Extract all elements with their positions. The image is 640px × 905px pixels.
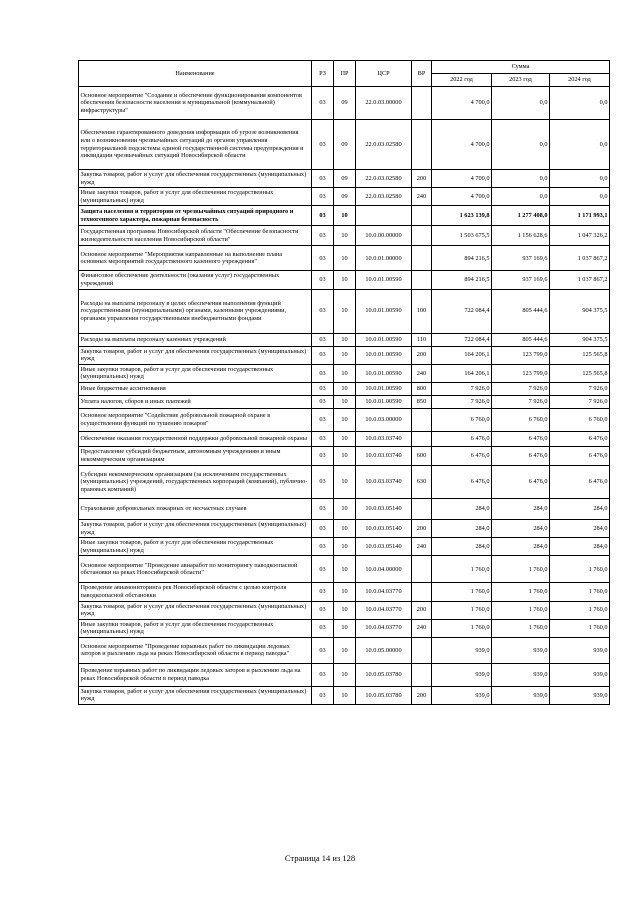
row-rz: 03 [312,556,334,583]
row-sum-2024: 1 760,0 [550,601,610,619]
table-row [79,619,610,637]
table-row [79,519,610,537]
row-pr: 09 [334,87,356,120]
row-rz: 03 [312,120,334,170]
row-pr: 10 [334,395,356,408]
row-rz: 03 [312,246,334,271]
table-row [79,637,610,663]
row-name: Финансовое обеспечение деятельности (оказания услуг) государственных учреждений [79,271,312,289]
table-row [79,583,610,601]
row-vr: 200 [412,346,432,364]
table-row [79,333,610,346]
row-pr: 10 [334,333,356,346]
row-vr: 240 [412,619,432,637]
row-sum-2024: 0,0 [550,170,610,188]
table-row [79,686,610,704]
row-pr: 10 [334,556,356,583]
row-pr: 10 [334,431,356,446]
row-name: Основное мероприятие "Проведение авиаработ по мониторингу паводкоопасной обстановки на реках Новосибирской области" [79,556,312,583]
row-name: Проведение авиамониторинга рек Новосибирской области с целью контроля паводкоопасной обстановки [79,583,312,601]
row-vr [412,583,432,601]
row-sum-2023: 805 444,6 [492,289,550,333]
row-sum-2024: 1 037 867,2 [550,271,610,289]
row-csr: 22.0.03.02580 [356,170,412,188]
table-row [79,226,610,246]
row-sum-2022: 939,0 [432,637,492,663]
row-sum-2024: 284,0 [550,498,610,519]
table-row [79,87,610,120]
row-csr: 10.0.01.00590 [356,289,412,333]
row-csr: 10.0.01.00000 [356,246,412,271]
row-sum-2023: 939,0 [492,637,550,663]
row-name: Расходы на выплаты персоналу в целях обеспечения выполнения функций государственными (муниципальными) органами, казенными учреждениями, органами управления государственными внебюджетными фондами [79,289,312,333]
row-csr [356,206,412,226]
row-vr: 200 [412,170,432,188]
row-sum-2024: 0,0 [550,87,610,120]
row-vr: 800 [412,382,432,395]
row-vr: 200 [412,686,432,704]
row-sum-2022: 1 760,0 [432,619,492,637]
row-pr: 10 [334,583,356,601]
row-sum-2023: 1 760,0 [492,601,550,619]
header-sum: Сумма [432,61,610,74]
row-sum-2023: 7 926,0 [492,382,550,395]
row-sum-2022: 284,0 [432,519,492,537]
row-rz: 03 [312,408,334,431]
row-csr: 10.0.03.03740 [356,465,412,498]
row-csr: 10.0.05.00000 [356,637,412,663]
row-name: Основное мероприятие "Создание и обеспечение функционирования компонентов обеспечения безопасности населения и муниципальной (коммунальной) инфраструктуры" [79,87,312,120]
table-row [79,556,610,583]
row-name: Основное мероприятие "Содействие добровольной пожарной охране в осуществлении функций по тушению пожаров" [79,408,312,431]
row-sum-2022: 4 700,0 [432,188,492,206]
row-sum-2022: 7 926,0 [432,395,492,408]
row-sum-2024: 6 476,0 [550,431,610,446]
row-vr: 200 [412,601,432,619]
row-rz: 03 [312,289,334,333]
row-rz: 03 [312,601,334,619]
row-sum-2022: 1 760,0 [432,583,492,601]
row-sum-2022: 939,0 [432,686,492,704]
row-rz: 03 [312,538,334,556]
row-pr: 10 [334,206,356,226]
row-sum-2023: 6 476,0 [492,446,550,465]
header-year-2022: 2022 год [432,74,492,87]
row-pr: 10 [334,346,356,364]
header-vr: ВР [412,61,432,87]
row-pr: 10 [334,601,356,619]
row-rz: 03 [312,637,334,663]
row-name: Иные бюджетные ассигнования [79,382,312,395]
row-name: Основное мероприятие "Проведение взрывных работ по ликвидации ледовых заторов и рыхлению льда на реках Новосибирской области в период паводка" [79,637,312,663]
row-sum-2024: 939,0 [550,637,610,663]
row-pr: 10 [334,289,356,333]
row-pr: 09 [334,170,356,188]
row-csr: 10.0.01.00590 [356,271,412,289]
table-row [79,601,610,619]
row-rz: 03 [312,446,334,465]
row-csr: 10.0.05.03780 [356,686,412,704]
row-vr: 200 [412,519,432,537]
row-name: Закупка товаров, работ и услуг для обеспечения государственных (муниципальных) нужд [79,686,312,704]
row-name: Обеспечение оказания государственной поддержки добровольной пожарной охраны [79,431,312,446]
row-csr: 10.0.04.03770 [356,601,412,619]
row-pr: 10 [334,446,356,465]
row-sum-2024: 6 476,0 [550,465,610,498]
row-csr: 10.0.04.00000 [356,556,412,583]
row-csr: 10.0.00.00000 [356,226,412,246]
table-row [79,408,610,431]
table-row [79,382,610,395]
header-year-2023: 2023 год [492,74,550,87]
row-name: Обеспечение гарантированного доведения информации об угрозе возникновения или о возникновении чрезвычайных ситуаций до органов управления территориальной подсистемы единой государственной системы предупреждения и ликвидации чрезвычайных ситуаций Новосибирской области [79,120,312,170]
row-pr: 10 [334,686,356,704]
table-row [79,538,610,556]
row-sum-2024: 1 171 993,1 [550,206,610,226]
row-sum-2023: 123 799,0 [492,346,550,364]
row-name: Уплата налогов, сборов и иных платежей [79,395,312,408]
row-rz: 03 [312,498,334,519]
row-vr: 240 [412,188,432,206]
row-sum-2023: 937 169,6 [492,246,550,271]
row-csr: 10.0.03.05140 [356,538,412,556]
row-vr: 240 [412,364,432,382]
row-vr [412,556,432,583]
row-rz: 03 [312,333,334,346]
row-sum-2023: 0,0 [492,170,550,188]
row-name: Закупка товаров, работ и услуг для обеспечения государственных (муниципальных) нужд [79,346,312,364]
row-sum-2022: 1 760,0 [432,556,492,583]
row-sum-2022: 6 476,0 [432,431,492,446]
row-sum-2022: 284,0 [432,498,492,519]
row-csr: 22.0.03.02580 [356,120,412,170]
row-pr: 10 [334,382,356,395]
table-row [79,431,610,446]
row-sum-2022: 894 216,5 [432,271,492,289]
row-rz: 03 [312,431,334,446]
row-name: Иные закупки товаров, работ и услуг для обеспечения государственных (муниципальных) нужд [79,538,312,556]
row-rz: 03 [312,619,334,637]
row-pr: 10 [334,226,356,246]
row-sum-2022: 894 216,5 [432,246,492,271]
row-csr: 10.0.04.03770 [356,619,412,637]
row-sum-2024: 939,0 [550,663,610,686]
row-name: Расходы на выплаты персоналу казенных учреждений [79,333,312,346]
row-rz: 03 [312,87,334,120]
row-vr: 850 [412,395,432,408]
row-sum-2022: 722 084,4 [432,333,492,346]
table-row [79,364,610,382]
table-row [79,188,610,206]
row-vr [412,637,432,663]
row-sum-2024: 0,0 [550,188,610,206]
row-sum-2022: 164 206,1 [432,364,492,382]
row-rz: 03 [312,188,334,206]
row-rz: 03 [312,519,334,537]
row-rz: 03 [312,663,334,686]
row-sum-2022: 164 206,1 [432,346,492,364]
row-csr: 22.0.03.00000 [356,87,412,120]
table-row [79,446,610,465]
row-csr: 10.0.01.00590 [356,382,412,395]
row-pr: 10 [334,364,356,382]
table-row [79,271,610,289]
table-row [79,170,610,188]
row-sum-2024: 0,0 [550,120,610,170]
row-csr: 10.0.01.00590 [356,346,412,364]
table-row [79,346,610,364]
row-csr: 10.0.03.05140 [356,498,412,519]
row-sum-2023: 123 799,0 [492,364,550,382]
row-name: Закупка товаров, работ и услуг для обеспечения государственных (муниципальных) нужд [79,519,312,537]
row-name: Проведение взрывных работ по ликвидации ледовых заторов и рыхлению льда на реках Новосибирской области в период паводка [79,663,312,686]
table-row [79,246,610,271]
row-sum-2022: 939,0 [432,663,492,686]
row-pr: 10 [334,498,356,519]
table-row [79,206,610,226]
header-name: Наименование [79,61,312,87]
row-csr: 10.0.03.05140 [356,519,412,537]
row-sum-2023: 1 760,0 [492,619,550,637]
header-row [79,61,610,74]
row-csr: 10.0.01.00590 [356,364,412,382]
row-rz: 03 [312,170,334,188]
row-pr: 10 [334,538,356,556]
row-sum-2024: 284,0 [550,519,610,537]
row-pr: 10 [334,519,356,537]
row-vr [412,246,432,271]
row-vr [412,408,432,431]
row-csr: 10.0.03.00000 [356,408,412,431]
row-sum-2023: 284,0 [492,538,550,556]
row-vr: 600 [412,446,432,465]
header-rz: РЗ [312,61,334,87]
row-name: Иные закупки товаров, работ и услуг для обеспечения государственных (муниципальных) нужд [79,188,312,206]
row-sum-2022: 6 476,0 [432,465,492,498]
row-sum-2022: 1 623 139,8 [432,206,492,226]
row-pr: 10 [334,637,356,663]
row-name: Страхование добровольных пожарных от несчастных случаев [79,498,312,519]
row-sum-2024: 284,0 [550,538,610,556]
header-year-2024: 2024 год [550,74,610,87]
row-vr [412,431,432,446]
row-sum-2023: 1 156 628,6 [492,226,550,246]
row-sum-2024: 904 375,5 [550,289,610,333]
row-sum-2022: 722 084,4 [432,289,492,333]
row-csr: 10.0.05.03780 [356,663,412,686]
row-sum-2024: 1 760,0 [550,619,610,637]
row-pr: 10 [334,465,356,498]
row-rz: 03 [312,364,334,382]
row-vr [412,87,432,120]
row-rz: 03 [312,583,334,601]
row-sum-2024: 1 760,0 [550,556,610,583]
row-sum-2022: 4 700,0 [432,120,492,170]
row-sum-2023: 805 444,6 [492,333,550,346]
row-vr [412,120,432,170]
row-pr: 10 [334,246,356,271]
table-row [79,498,610,519]
row-sum-2023: 0,0 [492,188,550,206]
row-rz: 03 [312,271,334,289]
row-csr: 10.0.03.03740 [356,431,412,446]
row-sum-2024: 1 760,0 [550,583,610,601]
row-rz: 03 [312,686,334,704]
row-vr: 630 [412,465,432,498]
row-pr: 10 [334,619,356,637]
row-name: Защита населения и территории от чрезвычайных ситуаций природного и техногенного характера, пожарная безопасность [79,206,312,226]
row-rz: 03 [312,465,334,498]
row-sum-2023: 939,0 [492,686,550,704]
row-pr: 10 [334,408,356,431]
row-sum-2024: 125 565,8 [550,346,610,364]
row-sum-2024: 7 926,0 [550,382,610,395]
row-sum-2024: 6 476,0 [550,446,610,465]
row-rz: 03 [312,395,334,408]
row-sum-2023: 6 476,0 [492,431,550,446]
row-sum-2023: 0,0 [492,120,550,170]
row-sum-2022: 6 476,0 [432,446,492,465]
row-sum-2023: 0,0 [492,87,550,120]
row-name: Предоставление субсидий бюджетным, автономным учреждениям и иным некоммерческим организациям [79,446,312,465]
row-vr [412,271,432,289]
row-pr: 09 [334,188,356,206]
row-pr: 10 [334,663,356,686]
table-row [79,289,610,333]
row-vr: 110 [412,333,432,346]
row-name: Государственная программа Новосибирской области "Обеспечение безопасности жизнедеятельности населения Новосибирской области" [79,226,312,246]
row-name: Закупка товаров, работ и услуг для обеспечения государственных (муниципальных) нужд [79,601,312,619]
row-csr: 10.0.04.03770 [356,583,412,601]
row-sum-2022: 6 760,0 [432,408,492,431]
row-name: Субсидии некоммерческим организациям (за исключением государственных (муниципальных) учреждений, государственных корпораций (компаний), публично-правовых компаний) [79,465,312,498]
row-sum-2022: 4 700,0 [432,170,492,188]
row-sum-2023: 1 760,0 [492,583,550,601]
row-csr: 10.0.03.03740 [356,446,412,465]
row-sum-2022: 1 760,0 [432,601,492,619]
row-name: Закупка товаров, работ и услуг для обеспечения государственных (муниципальных) нужд [79,170,312,188]
row-csr: 10.0.01.00590 [356,333,412,346]
row-pr: 10 [334,271,356,289]
row-sum-2023: 284,0 [492,498,550,519]
row-name: Иные закупки товаров, работ и услуг для обеспечения государственных (муниципальных) нужд [79,364,312,382]
row-sum-2023: 1 760,0 [492,556,550,583]
table-row [79,120,610,170]
row-sum-2022: 7 926,0 [432,382,492,395]
row-name: Иные закупки товаров, работ и услуг для обеспечения государственных (муниципальных) нужд [79,619,312,637]
row-csr: 10.0.01.00590 [356,395,412,408]
row-sum-2023: 6 760,0 [492,408,550,431]
row-vr [412,498,432,519]
row-pr: 09 [334,120,356,170]
budget-table-sheet [78,60,609,705]
header-pr: ПР [334,61,356,87]
row-sum-2024: 904 375,5 [550,333,610,346]
row-sum-2023: 937 169,6 [492,271,550,289]
table-row [79,395,610,408]
row-rz: 03 [312,346,334,364]
row-sum-2024: 125 565,8 [550,364,610,382]
row-sum-2024: 7 926,0 [550,395,610,408]
row-sum-2022: 1 503 675,5 [432,226,492,246]
row-vr [412,663,432,686]
row-rz: 03 [312,206,334,226]
row-sum-2023: 284,0 [492,519,550,537]
row-rz: 03 [312,382,334,395]
row-vr [412,226,432,246]
header-csr: ЦСР [356,61,412,87]
row-name: Основное мероприятие "Мероприятия направленные на выполнение плана основных мероприятий государственного казенного учреждения" [79,246,312,271]
row-sum-2022: 284,0 [432,538,492,556]
row-sum-2024: 1 037 867,2 [550,246,610,271]
row-vr: 240 [412,538,432,556]
row-vr [412,206,432,226]
row-sum-2023: 1 277 408,0 [492,206,550,226]
row-sum-2024: 939,0 [550,686,610,704]
table-row [79,663,610,686]
table-row [79,465,610,498]
row-sum-2024: 1 047 326,2 [550,226,610,246]
row-sum-2022: 4 700,0 [432,87,492,120]
row-sum-2023: 7 926,0 [492,395,550,408]
page-number: Страница 14 из 128 [284,853,356,863]
table-body [79,87,610,705]
row-vr: 100 [412,289,432,333]
row-sum-2023: 6 476,0 [492,465,550,498]
row-rz: 03 [312,226,334,246]
row-sum-2024: 6 760,0 [550,408,610,431]
row-csr: 22.0.03.02580 [356,188,412,206]
budget-table [78,60,610,705]
row-sum-2023: 939,0 [492,663,550,686]
